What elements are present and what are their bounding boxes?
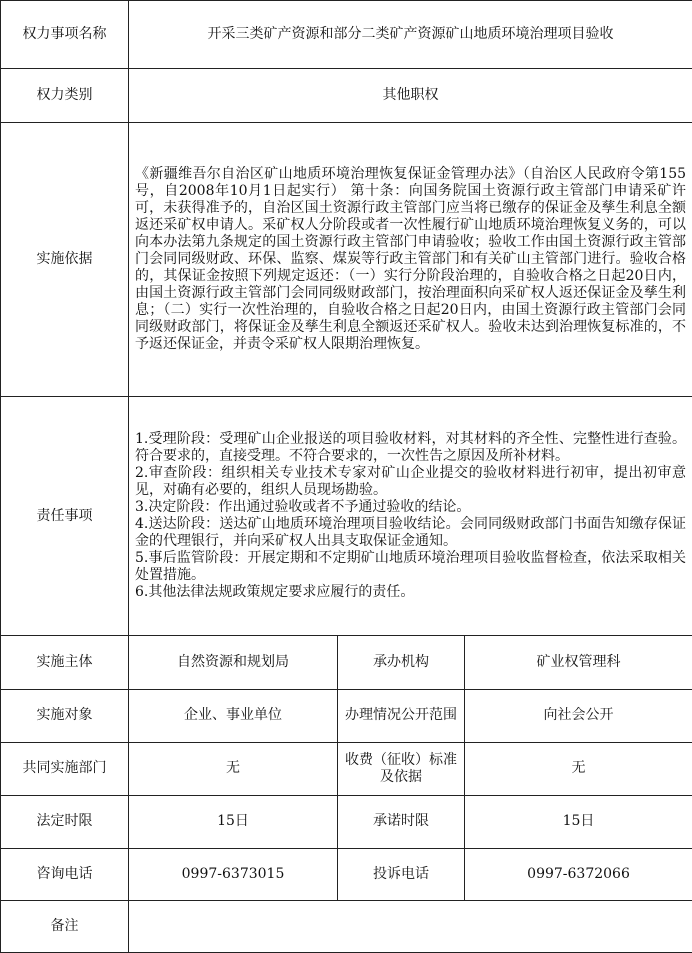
label-consult-phone: 咨询电话 <box>1 848 129 900</box>
label-object: 实施对象 <box>1 689 129 742</box>
row-subject <box>1 635 692 689</box>
value-complaint-phone: 0997-6372066 <box>465 848 692 900</box>
label-power-type: 权力类别 <box>1 69 129 123</box>
value-disclosure: 向社会公开 <box>465 689 692 742</box>
row-power-name <box>1 1 692 69</box>
value-legal-time: 15日 <box>129 795 338 848</box>
duty-item-3: 3.决定阶段：作出通过验收或者不予通过验收的结论。 <box>135 499 471 516</box>
row-time <box>1 795 692 848</box>
label-fee: 收费（征收）标准及依据 <box>338 742 465 795</box>
row-duty <box>1 397 692 635</box>
label-power-name: 权力事项名称 <box>1 1 129 69</box>
duty-item-1: 1.受理阶段：受理矿山企业报送的项目验收材料，对其材料的齐全性、完整性进行查验。符合要求的，直接受理。不符合要求的，一次性告之原因及所补材料。 <box>135 431 687 465</box>
label-subject: 实施主体 <box>1 635 129 689</box>
row-power-type <box>1 69 692 123</box>
row-object <box>1 689 692 742</box>
row-basis <box>1 123 692 397</box>
duty-item-6: 6.其他法律法规政策规定要求应履行的责任。 <box>135 584 415 601</box>
value-subject: 自然资源和规划局 <box>129 635 338 689</box>
label-disclosure: 办理情况公开范围 <box>338 689 465 742</box>
label-legal-time: 法定时限 <box>1 795 129 848</box>
value-promise-time: 15日 <box>465 795 692 848</box>
value-joint: 无 <box>129 742 338 795</box>
label-basis: 实施依据 <box>1 123 129 397</box>
duty-item-4: 4.送达阶段：送达矿山地质环境治理项目验收结论。会同同级财政部门书面告知缴存保证金的代理银行，并向采矿权人出具支取保证金通知。 <box>135 516 687 550</box>
label-duty: 责任事项 <box>1 397 129 635</box>
row-phone <box>1 848 692 900</box>
value-power-name: 开采三类矿产资源和部分二类矿产资源矿山地质环境治理项目验收 <box>129 1 692 69</box>
label-agency: 承办机构 <box>338 635 465 689</box>
value-power-type: 其他职权 <box>129 69 692 123</box>
row-remark <box>1 900 692 952</box>
label-promise-time: 承诺时限 <box>338 795 465 848</box>
duty-item-5: 5.事后监管阶段：开展定期和不定期矿山地质环境治理项目验收监督检查，依法采取相关处置措施。 <box>135 550 687 584</box>
value-fee: 无 <box>465 742 692 795</box>
value-basis: 《新疆维吾尔自治区矿山地质环境治理恢复保证金管理办法》（自治区人民政府令第155号，自2008年10月1日起实行） 第十条：向国务院国土资源行政主管部门申请采矿许可，未获得准予的，自治区国土资源行政主管部门应当将已缴存的保证金及孳生利息全额返还采矿权申请人。采矿权人分阶段或者一次性履行矿山地质环境治理恢复义务的，可以向本办法第九条规定的国土资源行政主管部门申请验收；验收工作由国土资源行政主管部门会同同级财政、环保、监察、煤炭等行政主管部门和有关矿山主管部门进行。验收合格的，其保证金按照下列规定返还：（一）实行分阶段治理的，自验收合格之日起20日内，由国土资源行政主管部门会同同级财政部门，按治理面积向采矿权人返还保证金及孳生利息；（二）实行一次性治理的，自验收合格之日起20日内，由国土资源行政主管部门会同同级财政部门，将保证金及孳生利息全额返还采矿权人。验收未达到治理恢复标准的，不予返还保证金，并责令采矿权人限期治理恢复。 <box>129 123 692 397</box>
value-agency: 矿业权管理科 <box>465 635 692 689</box>
label-remark: 备注 <box>1 900 129 952</box>
label-joint: 共同实施部门 <box>1 742 129 795</box>
label-complaint-phone: 投诉电话 <box>338 848 465 900</box>
value-duty <box>129 397 692 635</box>
value-object: 企业、事业单位 <box>129 689 338 742</box>
value-consult-phone: 0997-6373015 <box>129 848 338 900</box>
row-joint <box>1 742 692 795</box>
value-remark <box>129 900 692 952</box>
duty-item-2: 2.审查阶段：组织相关专业技术专家对矿山企业提交的验收材料进行初审，提出初审意见，对确有必要的，组织人员现场勘验。 <box>135 465 687 499</box>
